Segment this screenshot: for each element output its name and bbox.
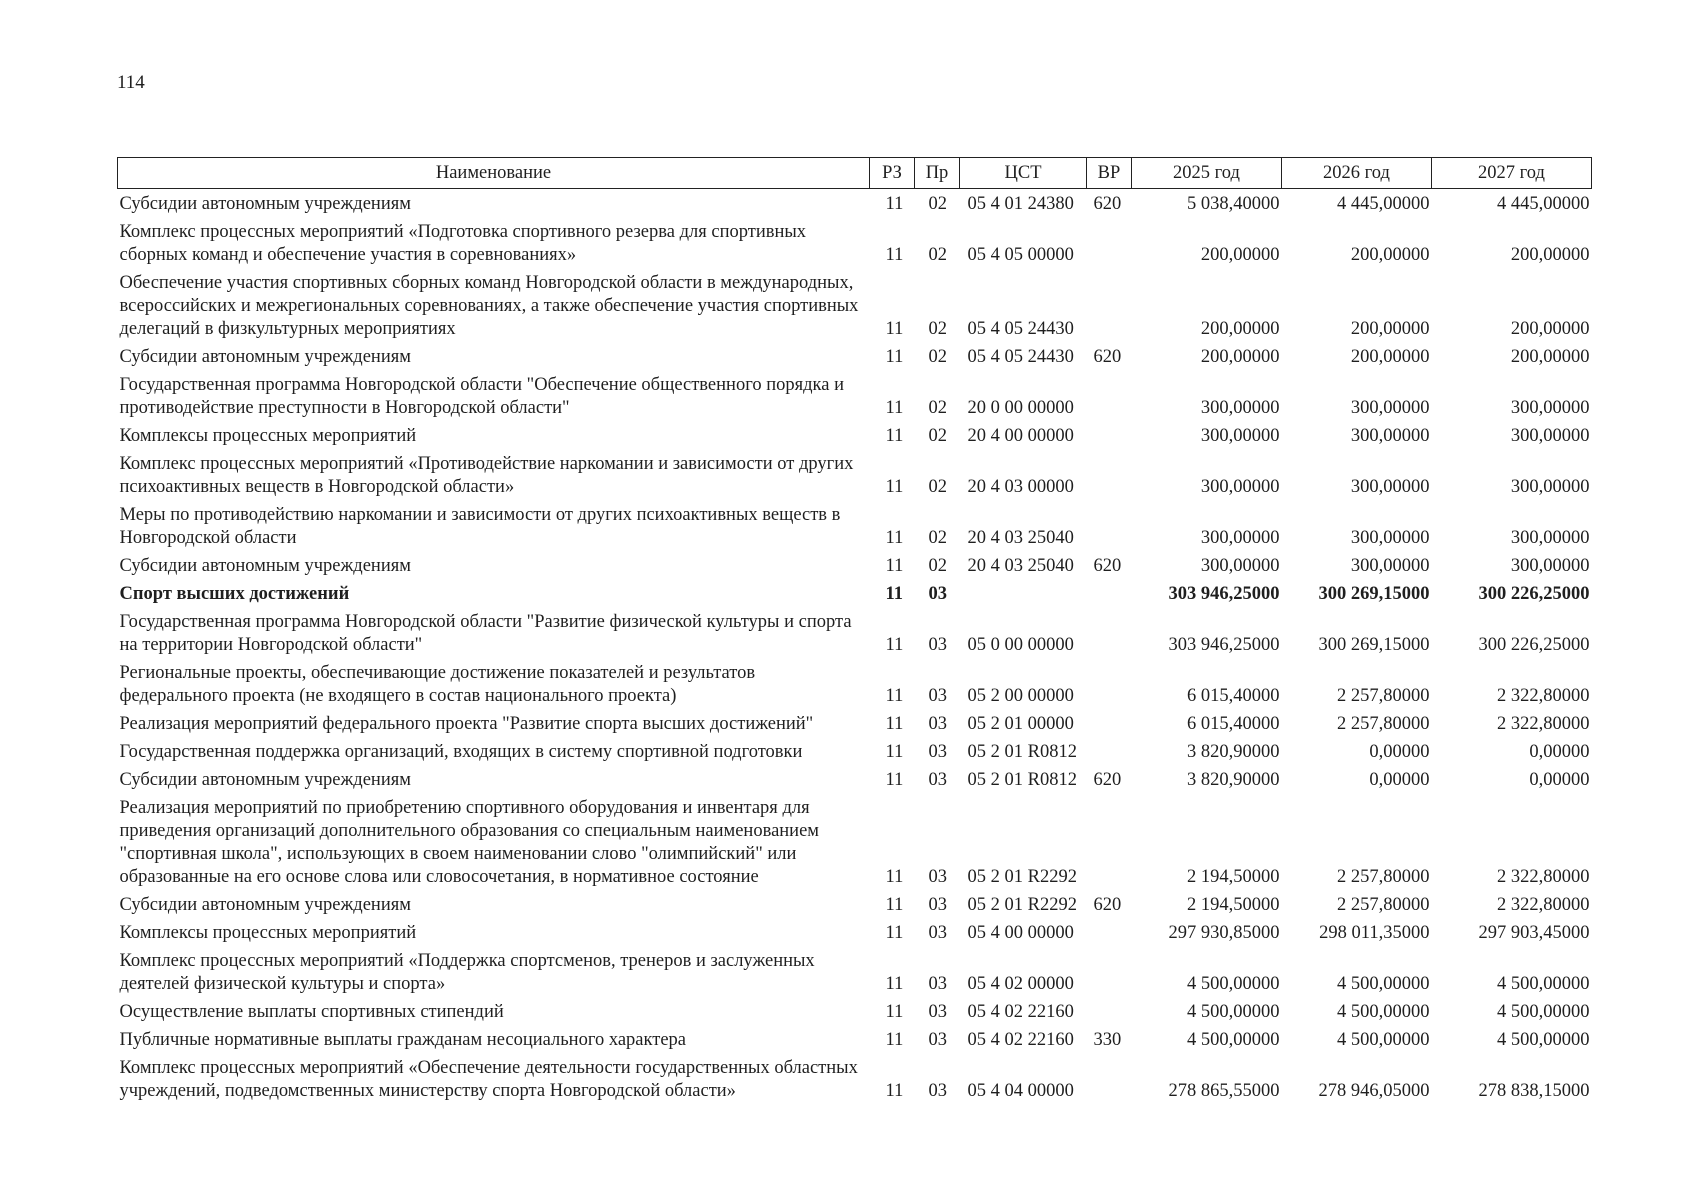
- cell-pr: 03: [928, 742, 947, 762]
- cell-name: Субсидии автономным учреждениям: [119, 770, 411, 790]
- cell-cst: 05 2 01 R0812: [967, 742, 1077, 762]
- table-row: [118, 346, 1592, 374]
- cell-2027: 4 500,00000: [1497, 1002, 1590, 1022]
- cell-2025: 3 820,90000: [1187, 770, 1280, 790]
- cell-pr: 03: [928, 584, 947, 604]
- cell-2027: 300 226,25000: [1478, 635, 1590, 655]
- cell-cst: 20 4 03 00000: [967, 477, 1074, 497]
- cell-2026: 278 946,05000: [1318, 1081, 1430, 1101]
- table-row: [118, 583, 1592, 611]
- cell-pr: 02: [928, 477, 947, 497]
- cell-2027: 300 226,25000: [1478, 584, 1590, 604]
- cell-pr: 03: [928, 1081, 947, 1101]
- cell-2025: 6 015,40000: [1187, 714, 1280, 734]
- cell-name: Комплекс процессных мероприятий «Противодействие наркомании и зависимости от других психоактивных веществ в Новгородской области»: [119, 454, 854, 497]
- cell-vr: [1087, 221, 1132, 272]
- cell-vr: [1087, 797, 1132, 894]
- table-row: [118, 221, 1592, 272]
- cell-rz: 11: [885, 714, 904, 734]
- cell-2025: 4 500,00000: [1187, 1030, 1280, 1050]
- cell-2027: 2 322,80000: [1497, 714, 1590, 734]
- cell-name: Комплексы процессных мероприятий: [119, 426, 417, 446]
- cell-rz: 11: [885, 770, 904, 790]
- table-row: [118, 374, 1592, 425]
- cell-cst: 05 2 01 00000: [967, 714, 1074, 734]
- cell-2025: 200,00000: [1200, 319, 1280, 339]
- cell-pr: 02: [928, 347, 947, 367]
- cell-2026: 0,00000: [1369, 742, 1430, 762]
- cell-2027: 200,00000: [1510, 319, 1590, 339]
- cell-name: Осуществление выплаты спортивных стипендий: [119, 1002, 504, 1022]
- cell-2026: 200,00000: [1350, 347, 1430, 367]
- cell-pr: 03: [928, 923, 947, 943]
- cell-rz: 11: [885, 398, 904, 418]
- cell-rz: 11: [885, 347, 904, 367]
- cell-name: Региональные проекты, обеспечивающие достижение показателей и результатов федерального проекта (не входящего в состав национального проекта): [119, 663, 756, 706]
- table-header: [118, 158, 1592, 189]
- cell-2026: 2 257,80000: [1337, 895, 1430, 915]
- cell-2026: 2 257,80000: [1337, 714, 1430, 734]
- cell-vr: [1087, 504, 1132, 555]
- table-row: [118, 453, 1592, 504]
- table-row: [118, 1057, 1592, 1108]
- cell-pr: 02: [928, 398, 947, 418]
- cell-2025: 2 194,50000: [1187, 895, 1280, 915]
- cell-2026: 300,00000: [1350, 556, 1430, 576]
- cell-vr: [1087, 1001, 1132, 1029]
- cell-2026: 300 269,15000: [1318, 584, 1430, 604]
- cell-rz: 11: [885, 635, 904, 655]
- cell-rz: 11: [885, 1030, 904, 1050]
- cell-name: Субсидии автономным учреждениям: [119, 895, 411, 915]
- cell-vr: [1087, 741, 1132, 769]
- cell-rz: 11: [885, 742, 904, 762]
- cell-rz: 11: [885, 686, 904, 706]
- cell-2025: 300,00000: [1200, 477, 1280, 497]
- cell-rz: 11: [885, 528, 904, 548]
- cell-2025: 300,00000: [1200, 556, 1280, 576]
- header-row: [118, 158, 1592, 189]
- cell-cst: 05 2 01 R2292: [967, 895, 1077, 915]
- cell-cst: 05 2 01 R0812: [967, 770, 1077, 790]
- cell-2027: 297 903,45000: [1478, 923, 1590, 943]
- cell-pr: 03: [928, 770, 947, 790]
- cell-2026: 4 500,00000: [1337, 1030, 1430, 1050]
- cell-vr: [1087, 922, 1132, 950]
- cell-pr: 03: [928, 714, 947, 734]
- cell-2026: 300 269,15000: [1318, 635, 1430, 655]
- table-row: [118, 272, 1592, 346]
- cell-cst: 05 2 00 00000: [967, 686, 1074, 706]
- cell-2027: 200,00000: [1510, 245, 1590, 265]
- cell-2025: 297 930,85000: [1168, 923, 1280, 943]
- cell-cst: 05 4 02 22160: [967, 1030, 1074, 1050]
- cell-2025: 4 500,00000: [1187, 974, 1280, 994]
- cell-2026: 200,00000: [1350, 245, 1430, 265]
- header-2025: 2025 год: [1132, 158, 1282, 189]
- budget-table: [117, 157, 1592, 1108]
- cell-2026: 2 257,80000: [1337, 867, 1430, 887]
- header-2027: 2027 год: [1432, 158, 1592, 189]
- cell-2027: 2 322,80000: [1497, 867, 1590, 887]
- cell-2027: 300,00000: [1510, 477, 1590, 497]
- cell-pr: 03: [928, 867, 947, 887]
- cell-pr: 03: [928, 974, 947, 994]
- cell-cst: 05 4 05 24430: [967, 319, 1074, 339]
- cell-2025: 4 500,00000: [1187, 1002, 1280, 1022]
- cell-name: Комплекс процессных мероприятий «Обеспечение деятельности государственных областных учреждений, подведомственных министерству спорта Новгородской области»: [119, 1058, 858, 1101]
- cell-name: Комплексы процессных мероприятий: [119, 923, 417, 943]
- table-row: [118, 1029, 1592, 1057]
- cell-name: Комплекс процессных мероприятий «Подготовка спортивного резерва для спортивных сборных команд и обеспечение участия в соревнованиях»: [119, 222, 807, 265]
- cell-pr: 03: [928, 686, 947, 706]
- cell-rz: 11: [885, 1002, 904, 1022]
- cell-2027: 0,00000: [1529, 770, 1590, 790]
- table-row: [118, 894, 1592, 922]
- cell-2027: 0,00000: [1529, 742, 1590, 762]
- cell-2025: 2 194,50000: [1187, 867, 1280, 887]
- cell-2025: 303 946,25000: [1168, 635, 1280, 655]
- cell-pr: 02: [928, 426, 947, 446]
- table-row: [118, 1001, 1592, 1029]
- cell-rz: 11: [885, 584, 903, 604]
- cell-rz: 11: [885, 477, 904, 497]
- cell-name: Реализация мероприятий по приобретению спортивного оборудования и инвентаря для приведения организаций дополнительного образования со специальным наименованием "спортивная школа", использующих в своем наименовании слово "олимпийский" или образованные на его основе слова или словосочетания, в нормативное состояние: [119, 798, 819, 887]
- table-row: [118, 189, 1592, 222]
- cell-2027: 200,00000: [1510, 347, 1590, 367]
- cell-cst: 05 2 01 R2292: [967, 867, 1077, 887]
- cell-name: Спорт высших достижений: [119, 584, 350, 604]
- header-cst: ЦСТ: [960, 158, 1087, 189]
- cell-cst: [960, 583, 1087, 611]
- cell-2025: 200,00000: [1200, 347, 1280, 367]
- table-row: [118, 555, 1592, 583]
- cell-2027: 300,00000: [1510, 426, 1590, 446]
- cell-vr: 620: [1093, 895, 1122, 915]
- cell-cst: 05 4 05 00000: [967, 245, 1074, 265]
- cell-pr: 02: [928, 319, 947, 339]
- cell-2026: 300,00000: [1350, 477, 1430, 497]
- table-row: [118, 922, 1592, 950]
- cell-cst: 05 4 00 00000: [967, 923, 1074, 943]
- cell-name: Государственная поддержка организаций, входящих в систему спортивной подготовки: [119, 742, 803, 762]
- cell-2027: 278 838,15000: [1478, 1081, 1590, 1101]
- cell-vr: 620: [1093, 194, 1122, 214]
- cell-2026: 4 500,00000: [1337, 1002, 1430, 1022]
- cell-rz: 11: [885, 245, 904, 265]
- cell-pr: 02: [928, 194, 947, 214]
- cell-pr: 03: [928, 895, 947, 915]
- cell-name: Обеспечение участия спортивных сборных команд Новгородской области в международных, всероссийских и межрегиональных соревнованиях, а также обеспечение участия спортивных делегаций в физкультурных мероприятиях: [119, 273, 859, 339]
- cell-vr: [1087, 272, 1132, 346]
- cell-name: Субсидии автономным учреждениям: [119, 556, 411, 576]
- table-row: [118, 713, 1592, 741]
- cell-vr: 620: [1093, 347, 1122, 367]
- header-rz: РЗ: [870, 158, 915, 189]
- cell-pr: 02: [928, 528, 947, 548]
- table-row: [118, 769, 1592, 797]
- cell-2027: 4 445,00000: [1497, 194, 1590, 214]
- cell-name: Комплекс процессных мероприятий «Поддержка спортсменов, тренеров и заслуженных деятелей физической культуры и спорта»: [119, 951, 815, 994]
- cell-2027: 300,00000: [1510, 528, 1590, 548]
- table-row: [118, 797, 1592, 894]
- table-row: [118, 504, 1592, 555]
- cell-2026: 298 011,35000: [1319, 923, 1430, 943]
- cell-vr: [1087, 425, 1132, 453]
- page-number: 114: [117, 72, 145, 93]
- cell-rz: 11: [885, 923, 904, 943]
- cell-2025: 6 015,40000: [1187, 686, 1280, 706]
- cell-2026: 300,00000: [1350, 398, 1430, 418]
- header-vr: ВР: [1087, 158, 1132, 189]
- cell-2027: 4 500,00000: [1497, 974, 1590, 994]
- table-row: [118, 741, 1592, 769]
- cell-2026: 200,00000: [1350, 319, 1430, 339]
- cell-2027: 2 322,80000: [1497, 686, 1590, 706]
- cell-rz: 11: [885, 556, 904, 576]
- cell-2025: 300,00000: [1200, 528, 1280, 548]
- header-2026: 2026 год: [1282, 158, 1432, 189]
- cell-2025: 200,00000: [1200, 245, 1280, 265]
- cell-pr: 03: [928, 1030, 947, 1050]
- header-pr: Пр: [915, 158, 960, 189]
- cell-pr: 02: [928, 556, 947, 576]
- cell-rz: 11: [885, 194, 904, 214]
- cell-vr: [1087, 950, 1132, 1001]
- cell-rz: 11: [885, 867, 904, 887]
- cell-2026: 300,00000: [1350, 426, 1430, 446]
- cell-cst: 05 4 02 22160: [967, 1002, 1074, 1022]
- table-row: [118, 611, 1592, 662]
- cell-name: Меры по противодействию наркомании и зависимости от других психоактивных веществ в Новгородской области: [119, 505, 841, 548]
- cell-vr: 330: [1093, 1030, 1122, 1050]
- cell-name: Государственная программа Новгородской области "Развитие физической культуры и спорта на территории Новгородской области": [119, 612, 852, 655]
- cell-vr: [1087, 453, 1132, 504]
- cell-vr: [1087, 662, 1132, 713]
- cell-cst: 05 4 04 00000: [967, 1081, 1074, 1101]
- cell-2026: 0,00000: [1369, 770, 1430, 790]
- cell-vr: [1087, 583, 1132, 611]
- cell-2025: 278 865,55000: [1168, 1081, 1280, 1101]
- cell-rz: 11: [885, 319, 904, 339]
- cell-cst: 20 4 03 25040: [967, 528, 1074, 548]
- cell-vr: [1087, 1057, 1132, 1108]
- cell-name: Реализация мероприятий федерального проекта "Развитие спорта высших достижений": [119, 714, 814, 734]
- cell-cst: 05 4 01 24380: [967, 194, 1074, 214]
- cell-2027: 4 500,00000: [1497, 1030, 1590, 1050]
- table-row: [118, 425, 1592, 453]
- cell-2026: 2 257,80000: [1337, 686, 1430, 706]
- cell-2026: 4 445,00000: [1337, 194, 1430, 214]
- cell-cst: 20 0 00 00000: [967, 398, 1074, 418]
- cell-2026: 4 500,00000: [1337, 974, 1430, 994]
- cell-rz: 11: [885, 895, 904, 915]
- cell-rz: 11: [885, 974, 904, 994]
- cell-rz: 11: [885, 1081, 904, 1101]
- cell-cst: 05 4 05 24430: [967, 347, 1074, 367]
- cell-cst: 20 4 03 25040: [967, 556, 1074, 576]
- cell-2025: 303 946,25000: [1168, 584, 1280, 604]
- cell-2025: 5 038,40000: [1187, 194, 1280, 214]
- cell-name: Субсидии автономным учреждениям: [119, 347, 411, 367]
- cell-pr: 02: [928, 245, 947, 265]
- cell-cst: 20 4 00 00000: [967, 426, 1074, 446]
- cell-2025: 300,00000: [1200, 398, 1280, 418]
- cell-vr: [1087, 374, 1132, 425]
- table-row: [118, 662, 1592, 713]
- cell-2025: 300,00000: [1200, 426, 1280, 446]
- cell-rz: 11: [885, 426, 904, 446]
- cell-name: Публичные нормативные выплаты гражданам несоциального характера: [119, 1030, 687, 1050]
- cell-vr: [1087, 713, 1132, 741]
- cell-cst: 05 0 00 00000: [967, 635, 1074, 655]
- cell-pr: 03: [928, 635, 947, 655]
- cell-pr: 03: [928, 1002, 947, 1022]
- cell-2027: 2 322,80000: [1497, 895, 1590, 915]
- cell-2027: 300,00000: [1510, 556, 1590, 576]
- cell-2026: 300,00000: [1350, 528, 1430, 548]
- cell-name: Субсидии автономным учреждениям: [119, 194, 411, 214]
- cell-2027: 300,00000: [1510, 398, 1590, 418]
- cell-cst: 05 4 02 00000: [967, 974, 1074, 994]
- table-body: [118, 189, 1592, 1109]
- table-row: [118, 950, 1592, 1001]
- cell-vr: 620: [1093, 556, 1122, 576]
- header-name: Наименование: [118, 158, 870, 189]
- cell-vr: [1087, 611, 1132, 662]
- cell-name: Государственная программа Новгородской области "Обеспечение общественного порядка и противодействие преступности в Новгородской области": [119, 375, 844, 418]
- cell-2025: 3 820,90000: [1187, 742, 1280, 762]
- cell-vr: 620: [1093, 770, 1122, 790]
